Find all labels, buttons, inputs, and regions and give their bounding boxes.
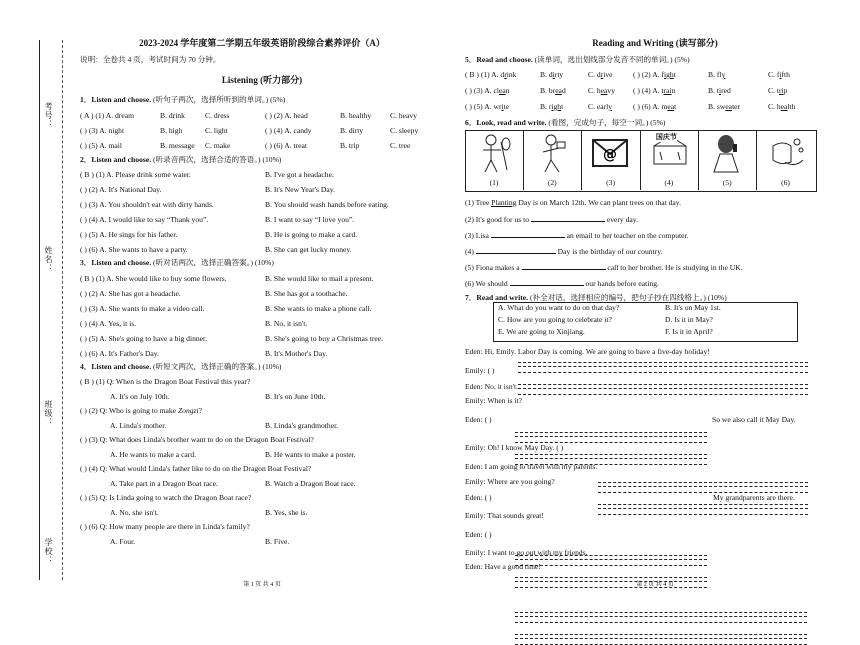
q4-question <box>80 493 251 503</box>
q6-sentence-end: call to her brother. He is studying in the UK. <box>605 263 743 272</box>
q7-option: F. Is it in April? <box>665 327 713 336</box>
q3-option-b: B. She has got a toothache. <box>265 289 348 298</box>
q1-cell: C. dress <box>205 111 230 120</box>
q4-question-text: ( ) (5) Q: Is Linda going to watch the Dragon Boat race? <box>80 493 252 502</box>
q4-question <box>80 435 314 445</box>
four-line-grid <box>515 612 807 623</box>
q2-instruction: (听录音两次，选择合适的答语。) (10%) <box>153 155 282 164</box>
q5-word-pre: ( B ) (1) A. d <box>465 70 505 79</box>
q4-question-end: ? <box>198 406 202 415</box>
national-day-badge: 国庆节 <box>655 133 677 141</box>
q4-label: 4．Listen and choose. <box>80 362 152 371</box>
q6-answer-blank <box>531 214 605 222</box>
q6-sentence-start: (5) Fiona makes a <box>465 263 522 272</box>
q5-word-pre: ( ) (5) A. wr <box>465 102 502 111</box>
picture-cell <box>640 130 699 190</box>
q7-option: E. We are going to Xinjiang. <box>498 327 585 336</box>
q6-sentence-end: Day is the birthday of our country. <box>555 247 663 256</box>
page-footer-2: 第 2 页 共 4 页 <box>636 582 674 588</box>
q1-cell: ( ) (5) A. mail <box>80 141 122 150</box>
q6-sentence-answer: Planting <box>491 198 517 207</box>
q6-instruction: (看图，完成句子，每空一词。) (5%) <box>548 118 666 127</box>
q4-question-text: ( ) (2) Q: Who is going to make <box>80 406 178 415</box>
q5-word-underlined: ea <box>780 102 788 111</box>
q5-word-underlined: ea <box>555 86 562 95</box>
q4-option-a: A. No, she isn't. <box>110 508 159 517</box>
q5-word <box>708 70 725 80</box>
q5-word <box>588 102 612 112</box>
q6-answer-blank <box>491 230 565 238</box>
margin-label-name: 姓名： <box>44 246 53 273</box>
dialogue-line: Emily: I want to go out with my friends. <box>465 548 588 557</box>
options-box <box>493 302 798 342</box>
q1-label: 1．Listen and choose. <box>80 95 152 104</box>
q5-word-post: n <box>505 86 510 95</box>
q5-word <box>768 86 787 96</box>
q2-option-b: B. You should wash hands before eating. <box>265 200 389 209</box>
q2-option-a: ( ) (5) A. He sings for his father. <box>80 230 178 239</box>
q2-option-b: B. It's New Year's Day. <box>265 185 335 194</box>
q5-word-pre: ( ) (2) A. f <box>633 70 664 79</box>
dialogue-line-end: My grandparents are there. <box>713 493 795 502</box>
q5-word <box>633 86 675 96</box>
q6-sentence <box>465 262 743 273</box>
dialogue-line: Eden: Have a good time! <box>465 562 541 571</box>
q4-option-a: A. He wants to make a card. <box>110 450 197 459</box>
page-footer-1: 第 1 页 共 4 页 <box>243 582 281 588</box>
q5-word-pre: ( ) (4) A. t <box>633 86 664 95</box>
q5-word-underlined: igh <box>664 70 674 79</box>
q6-sentence-end: Day is on March 12th. We can plant trees on that day. <box>516 198 681 207</box>
q1-cell: B. trip <box>340 141 360 150</box>
picture-number: (4) <box>664 178 674 187</box>
q3-option-b: B. It's Mother's Day. <box>265 349 328 358</box>
listening-heading: Listening (听力部分) <box>221 75 303 85</box>
q1-cell: C. sleepy <box>390 126 419 135</box>
q5-word-post: fth <box>781 70 790 79</box>
q5-word <box>540 102 563 112</box>
q5-word-underlined: i <box>779 70 782 79</box>
q4-question-text: ( ) (6) Q: How many people are there in Linda's family? <box>80 522 250 531</box>
q3-option-b: B. She would like to mail a present. <box>265 274 374 283</box>
q5-word <box>540 70 563 80</box>
dialogue-line: Emily: Oh! I know May Day. ( ) <box>465 443 564 452</box>
q5-word-underlined: ea <box>600 86 608 95</box>
q3-option-a: ( ) (5) A. She's going to have a big dinner. <box>80 334 208 343</box>
picture-cell <box>757 130 815 190</box>
q5-word-post: te <box>503 102 510 111</box>
q5-label: 5．Read and choose. <box>465 55 533 64</box>
q5-word <box>633 102 676 112</box>
picture-cell <box>698 130 757 190</box>
q5-word-pre: ( ) (6) A. m <box>633 102 668 111</box>
q7-option: C. How are you going to celebrate it? <box>498 315 612 324</box>
q5-word-pre: B. t <box>708 86 719 95</box>
q2-option-b: B. I've got a headache. <box>265 170 334 179</box>
picture-illustration-icon <box>531 132 575 176</box>
dialogue-line: Emily: When is it? <box>465 396 523 405</box>
dialogue-line: Emily: Where are you going? <box>465 477 555 486</box>
q5-word-post: ter <box>732 102 741 111</box>
q4-instruction: (听短文两次，选择正确的答案。) (10%) <box>153 362 282 371</box>
q3-option-a: ( B ) (1) A. She would like to buy some flowers. <box>80 274 227 283</box>
q6-sentence-start: (2) It's good for us to <box>465 215 531 224</box>
four-line-grid <box>518 362 808 373</box>
q4-question <box>80 522 250 532</box>
four-line-grid <box>598 504 808 515</box>
q5-word <box>588 86 615 96</box>
q6-sentence-start: (4) <box>465 247 476 256</box>
reading-writing-heading: Reading and Writing (读写部分) <box>592 38 718 48</box>
q5-word-pre: C. h <box>768 102 781 111</box>
q6-answer-blank <box>522 262 606 270</box>
q5-word-underlined: igh <box>551 102 562 111</box>
q5-word-post: p <box>783 86 788 95</box>
dialogue-line: Eden: I am going to travel with my parents. <box>465 462 598 471</box>
q2-label: 2．Listen and choose. <box>80 155 152 164</box>
q1-cell: B. message <box>160 141 195 150</box>
q4-option-a: A. It's on July 10th. <box>110 392 170 401</box>
q1-cell: B. drink <box>160 111 185 120</box>
dialogue-line-end: So we also call it May Day. <box>712 415 796 424</box>
q1-cell: ( ) (2) A. head <box>265 111 308 120</box>
q1-cell: B. healthy <box>340 111 372 120</box>
dialogue-line: Eden: ( ) <box>465 415 492 424</box>
q3-option-a: ( ) (6) A. It's Father's Day. <box>80 349 160 358</box>
q6-sentence-end: our hands before eating. <box>583 279 659 288</box>
q2-option-a: ( B ) (1) A. Please drink some water. <box>80 170 191 179</box>
q5-word <box>540 86 566 96</box>
margin-label-exam-no: 考号： <box>44 102 53 129</box>
q1-cell: C. make <box>205 141 231 150</box>
q6-sentence <box>465 198 681 208</box>
q5-word <box>465 70 516 80</box>
q5-word-underlined: r <box>600 70 604 79</box>
picture-cell <box>465 130 524 190</box>
q6-sentence <box>465 214 638 225</box>
q2-option-b: B. He is going to make a card. <box>265 230 358 239</box>
dialogue-line: Eden: No, it isn't. <box>465 382 519 391</box>
q6-sentence <box>465 278 659 289</box>
q7-option: D. Is it in May? <box>665 315 713 324</box>
exam-title: 2023-2024 学年度第二学期五年级英语阶段综合素养评价（A） <box>139 38 385 48</box>
q2-option-a: ( ) (2) A. It's National Day. <box>80 185 162 194</box>
q5-word-pre: C. earl <box>588 102 609 111</box>
q4-option-b: B. Five. <box>265 537 290 546</box>
q5-word-pre: C. f <box>768 70 780 79</box>
q3-option-b: B. She wants to make a phone call. <box>265 304 372 313</box>
q6-answer-blank <box>510 278 584 286</box>
q5-word-pre: B. sw <box>708 102 726 111</box>
q1-cell: B. high <box>160 126 183 135</box>
q5-instruction: (读单词，选出划线部分发音不同的单词。) (5%) <box>534 55 690 64</box>
q5-word-underlined: ea <box>667 102 675 111</box>
q5-word-post: lth <box>787 102 796 111</box>
q6-sentence-start: (3) Lisa <box>465 231 491 240</box>
q6-sentence-start: (1) Tree <box>465 198 492 207</box>
q5-word-pre: B. fl <box>708 70 722 79</box>
q4-question-text: ( ) (3) Q: What does Linda's brother want to do on the Dragon Boat Festival? <box>80 435 314 444</box>
q5-word-underlined: i <box>718 86 722 95</box>
q4-question <box>80 464 311 474</box>
q5-word <box>465 86 510 96</box>
q4-question <box>80 377 250 387</box>
q6-sentence-start: (6) We should <box>465 279 510 288</box>
four-line-grid <box>518 384 808 395</box>
q3-option-a: ( ) (4) A. Yes, it is. <box>80 319 137 328</box>
q6-sentence-end: every day. <box>604 215 638 224</box>
dialogue-line: Eden: Hi, Emily. Labor Day is coming. We are going to have a five-day holiday! <box>465 347 710 356</box>
q1-instruction: (听句子两次，选择所听到的单词。) (5%) <box>153 95 286 104</box>
q5-word-underlined: ea <box>725 102 733 111</box>
q5-word-underlined: y <box>721 70 726 79</box>
picture-illustration-icon <box>706 132 750 176</box>
q5-word-post: d <box>561 86 566 95</box>
q5-word-underlined: y <box>608 102 613 111</box>
picture-number: (5) <box>722 178 732 187</box>
q4-question-italic: Zongzi <box>177 406 199 415</box>
q5-word-pre: C. h <box>588 86 601 95</box>
q1-cell: C. heavy <box>390 111 417 120</box>
margin-label-class: 班级： <box>44 400 53 427</box>
margin-label-school: 学校： <box>44 538 53 565</box>
q2-option-b: B. She can get lucky money. <box>265 245 352 254</box>
q4-option-b: B. Linda's grandmother. <box>265 421 339 430</box>
q5-word-post: ink <box>506 70 517 79</box>
four-line-grid <box>598 482 808 493</box>
q3-label: 3．Listen and choose. <box>80 258 152 267</box>
q5-word-pre: ( ) (3) A. cl <box>465 86 499 95</box>
exam-note: 说明：全卷共 4 页，考试时间为 70 分钟。 <box>80 55 221 64</box>
q5-heading <box>465 55 690 65</box>
picture-number: (1) <box>489 178 499 187</box>
q4-option-b: B. Yes, she is. <box>265 508 308 517</box>
q2-option-a: ( ) (4) A. I would like to say “Thank you”. <box>80 215 209 224</box>
q2-option-a: ( ) (6) A. She wants to have a party. <box>80 245 188 254</box>
q1-cell: C. light <box>205 126 228 135</box>
q5-word <box>768 70 790 80</box>
q5-word-pre: C. d <box>588 70 601 79</box>
q1-cell: ( A ) (1) A. dream <box>80 111 134 120</box>
q7-option: B. It's on May 1st. <box>665 303 721 312</box>
q3-option-a: ( ) (2) A. She has got a headache. <box>80 289 181 298</box>
q5-word-post: vy <box>607 86 616 95</box>
q5-word-underlined: ri <box>778 86 784 95</box>
picture-cell <box>523 130 582 190</box>
q4-option-b: B. It's on June 10th. <box>265 392 326 401</box>
q3-option-b: B. No, it isn't. <box>265 319 308 328</box>
q2-option-b: B. I want to say “I love you”. <box>265 215 355 224</box>
dialogue-line: Eden: ( ) <box>465 493 492 502</box>
dialogue-line: Emily: ( ) <box>465 366 495 375</box>
q1-cell: ( ) (4) A. candy <box>265 126 312 135</box>
picture-illustration-icon <box>765 132 809 176</box>
margin-line <box>39 40 40 580</box>
q7-instruction: (补全对话，选择相应的编号，把句子抄在四线格上。) (10%) <box>529 293 727 302</box>
q6-label: 6．Look, read and write. <box>465 118 547 127</box>
q5-word <box>465 102 509 112</box>
q5-word <box>768 102 795 112</box>
q4-option-a: A. Linda's mother. <box>110 421 167 430</box>
margin-dash-line <box>62 40 63 580</box>
q1-cell: ( ) (6) A. treat <box>265 141 307 150</box>
q4-question <box>80 406 202 416</box>
q5-word <box>588 70 612 80</box>
q4-option-b: B. Watch a Dragon Boat race. <box>265 479 356 488</box>
q4-option-a: A. Four. <box>110 537 136 546</box>
q4-option-b: B. He wants to make a poster. <box>265 450 356 459</box>
q5-word-post: ive <box>603 70 613 79</box>
q5-word-pre: B. d <box>540 70 553 79</box>
q5-word-post: t <box>674 102 677 111</box>
q1-cell: B. dirty <box>340 126 364 135</box>
q3-option-a: ( ) (3) A. She wants to make a video call. <box>80 304 205 313</box>
q5-word <box>708 102 740 112</box>
picture-number: (2) <box>547 178 557 187</box>
q4-option-a: A. Take part in a Dragon Boat race. <box>110 479 218 488</box>
q6-sentence <box>465 246 662 257</box>
q5-word-underlined: i <box>501 102 504 111</box>
q5-word <box>633 70 676 80</box>
picture-illustration-icon <box>590 132 634 176</box>
q5-word-post: red <box>721 86 731 95</box>
q1-cell: C. tree <box>390 141 411 150</box>
q5-word-underlined: i <box>552 70 555 79</box>
q5-word-pre: C. t <box>768 86 779 95</box>
q6-answer-blank <box>476 246 556 254</box>
picture-cell <box>582 130 641 190</box>
q5-word <box>708 86 731 96</box>
q5-word-underlined: r <box>504 70 507 79</box>
q6-sentence <box>465 230 689 241</box>
q7-option: A. What do you want to do on that day? <box>498 303 620 312</box>
q5-word-pre: B. r <box>540 102 552 111</box>
four-line-grid <box>515 432 707 443</box>
q2-option-a: ( ) (3) A. You shouldn't eat with dirty hands. <box>80 200 214 209</box>
q5-word-underlined: ea <box>498 86 506 95</box>
dialogue-line: Eden: ( ) <box>465 530 492 539</box>
q5-word-underlined: rai <box>663 86 672 95</box>
picture-number: (3) <box>606 178 616 187</box>
q5-word-post: t <box>561 102 564 111</box>
q4-question-text: ( B ) (1) Q: When is the Dragon Boat Festival this year? <box>80 377 251 386</box>
q5-word-post: t <box>673 70 676 79</box>
q3-heading <box>80 258 274 268</box>
q2-heading <box>80 155 281 165</box>
q5-word-post: rty <box>554 70 564 79</box>
q5-word-pre: B. br <box>540 86 556 95</box>
four-line-grid <box>515 634 807 645</box>
q4-question-text: ( ) (4) Q: What would Linda's father like to do on the Dragon Boat Festival? <box>80 464 312 473</box>
q1-cell: ( ) (3) A. night <box>80 126 125 135</box>
q1-heading <box>80 95 285 105</box>
q4-heading <box>80 362 281 372</box>
picture-number: (6) <box>781 178 790 187</box>
q5-word-post: n <box>671 86 676 95</box>
svg-text:@: @ <box>602 147 617 163</box>
q3-instruction: (听对话两次，选择正确答案。) (10%) <box>153 258 274 267</box>
q7-label: 7．Read and write. <box>465 293 529 302</box>
q6-sentence-end: an email to her teacher on the computer. <box>564 231 689 240</box>
dialogue-line: Emily: That sounds great! <box>465 511 544 520</box>
picture-illustration-icon <box>473 132 517 176</box>
q3-option-b: B. She's going to buy a Christmas tree. <box>265 334 384 343</box>
q6-heading <box>465 118 665 128</box>
